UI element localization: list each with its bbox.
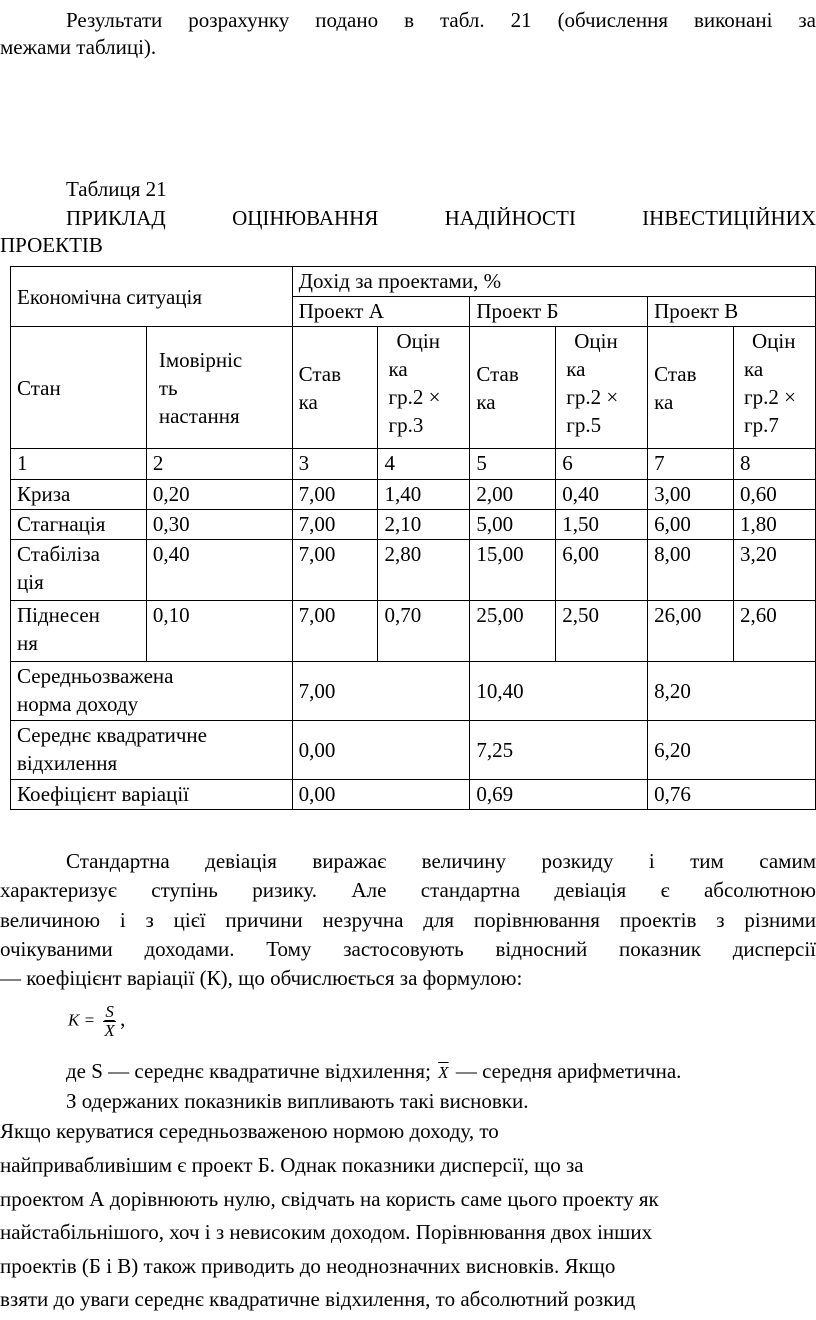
table-row (11, 510, 816, 540)
variation-formula (68, 1003, 125, 1040)
col-est-a-l3: гр.2 × (388, 385, 441, 409)
col-number: 3 (292, 449, 378, 480)
table-cell: 3,20 (734, 540, 816, 601)
summary-label-l2: норма доходу (17, 692, 139, 716)
table-cell: 0,10 (146, 601, 292, 662)
table-cell: 2,00 (470, 480, 556, 510)
col-est-a-l1: Оцін (396, 329, 440, 353)
row-state (11, 540, 147, 601)
paragraph2-line-5: проектів (Б і В) також приводить до неоднозначних висновків. Якщо (0, 1254, 616, 1278)
col-number: 1 (11, 449, 147, 480)
formula-denominator: X (104, 1021, 115, 1040)
col-state: Стан (11, 327, 147, 449)
col-est-b-l2: ка (566, 357, 586, 381)
head-project-a: Проект А (292, 297, 470, 327)
row-state: Стагнація (11, 510, 147, 540)
col-est-b-l4: гр.5 (566, 413, 602, 437)
summary-label-l1: Середньозважена (17, 664, 174, 688)
paragraph1-line-2: характеризує ступінь ризику. Але стандартна девіація є абсолютною (0, 878, 816, 902)
row-state-l2: ція (17, 570, 44, 594)
col-number: 8 (734, 449, 816, 480)
paragraph2-line-4: найстабільнішого, хоч і з невисоким доходом. Порівнювання двох інших (0, 1220, 653, 1244)
summary-value: 7,00 (292, 662, 470, 721)
table-title-line-2: ПРОЕКТІВ (0, 233, 103, 257)
table-cell: 2,60 (734, 601, 816, 662)
col-est-a-l2: ка (388, 357, 408, 381)
col-number: 2 (146, 449, 292, 480)
intro-line-1: Результати розрахунку подано в табл. 21 (обчислення виконані за (66, 8, 816, 32)
table-cell: 2,80 (378, 540, 470, 601)
table-cell: 0,60 (734, 480, 816, 510)
col-est-c-l3: гр.2 × (744, 385, 796, 409)
table-cell: 7,00 (292, 540, 378, 601)
table-cell: 1,40 (378, 480, 470, 510)
col-prob-l2: ть (158, 375, 178, 400)
formula-comma: , (120, 1006, 126, 1031)
head-situation: Економічна ситуація (11, 267, 293, 327)
where-part-1: де S — середнє квадратичне відхилення; (66, 1059, 431, 1083)
where-line (66, 1058, 816, 1086)
table-row (11, 480, 816, 510)
paragraph2-line-2: найпривабливішим є проект Б. Однак показники дисперсії, що за (0, 1153, 584, 1177)
col-est-c-l2: ка (744, 357, 764, 381)
paragraph1-line-3: величиною і з цієї причини незручна для порівнювання проектів з різними (0, 908, 816, 932)
summary-value: 8,20 (648, 662, 816, 721)
col-est-b-l3: гр.2 × (566, 385, 619, 409)
col-est-c-l1: Оцін (752, 329, 796, 353)
col-est-c-l4: гр.7 (744, 413, 779, 437)
col-rate-a-l1: Став (298, 361, 342, 386)
table-cell: 7,00 (292, 601, 378, 662)
summary-value: 0,69 (470, 780, 648, 810)
table-title-line-1: ПРИКЛАД ОЦІНЮВАННЯ НАДІЙНОСТІ ІНВЕСТИЦІЙНИХ (66, 206, 816, 230)
head-project-b: Проект Б (470, 297, 648, 327)
table-cell: 0,70 (378, 601, 470, 662)
summary-row (11, 721, 816, 780)
table-cell: 6,00 (556, 540, 648, 601)
table-subheader-row (11, 327, 816, 449)
col-rate-b-l1: Став (476, 361, 519, 386)
col-prob-l1: Імовірніс (158, 347, 243, 372)
head-income: Дохід за проектами, % (292, 267, 815, 297)
summary-value: 6,20 (648, 721, 816, 780)
col-rate-c (648, 327, 734, 449)
table-cell: 25,00 (470, 601, 556, 662)
col-rate-c-l2: ка (654, 389, 674, 414)
summary-row (11, 662, 816, 721)
col-est-b-l1: Оцін (574, 329, 618, 353)
summary-row (11, 780, 816, 810)
table-cell: 0,40 (146, 540, 292, 601)
paragraph1-line-1: Стандартна девіація виражає величину розкиду і тим самим (66, 849, 816, 873)
column-number-row (11, 449, 816, 480)
summary-label-l2: відхилення (17, 751, 118, 775)
paragraph1-line-4: очікуваними доходами. Тому застосовують відносний показник дисперсії (0, 937, 816, 961)
col-est-b (556, 327, 648, 449)
where-part-2: — середня арифметична. (455, 1059, 682, 1083)
col-rate-c-l1: Став (654, 361, 697, 386)
table-cell: 2,10 (378, 510, 470, 540)
col-rate-a-l2: ка (298, 389, 318, 414)
formula-fraction (103, 1003, 116, 1040)
row-state (11, 601, 147, 662)
summary-value: 0,00 (292, 780, 470, 810)
col-number: 6 (556, 449, 648, 480)
table-cell: 6,00 (648, 510, 734, 540)
summary-value: 0,76 (648, 780, 816, 810)
summary-label-l1: Середнє квадратичне (17, 723, 207, 747)
table-cell: 5,00 (470, 510, 556, 540)
summary-label: Коефіцієнт варіації (11, 780, 293, 810)
summary-value: 7,25 (470, 721, 648, 780)
head-project-c: Проект В (648, 297, 816, 327)
table-cell: 7,00 (292, 510, 378, 540)
conclusions-intro: З одержаних показників випливають такі висновки. (66, 1089, 529, 1113)
table-cell: 7,00 (292, 480, 378, 510)
row-state: Криза (11, 480, 147, 510)
table-number: Таблиця 21 (66, 177, 167, 201)
col-number: 4 (378, 449, 470, 480)
col-rate-a (292, 327, 378, 449)
table-cell: 3,00 (648, 480, 734, 510)
summary-value: 10,40 (470, 662, 648, 721)
paragraph2-line-1: Якщо керуватися середньозваженою нормою доходу, то (0, 1119, 499, 1143)
formula-numerator: S (105, 1002, 114, 1021)
col-rate-b-l2: ка (476, 389, 496, 414)
table-cell: 1,50 (556, 510, 648, 540)
table-cell: 0,40 (556, 480, 648, 510)
table-row (11, 540, 816, 601)
col-number: 5 (470, 449, 556, 480)
table-cell: 0,20 (146, 480, 292, 510)
table-cell: 2,50 (556, 601, 648, 662)
col-rate-b (470, 327, 556, 449)
table-cell: 1,80 (734, 510, 816, 540)
col-probability (146, 327, 292, 449)
col-est-c (734, 327, 816, 449)
table-cell: 8,00 (648, 540, 734, 601)
col-est-a-l4: гр.3 (388, 413, 424, 437)
paragraph2-line-6: взяти до уваги середнє квадратичне відхилення, то абсолютний розкид (0, 1287, 636, 1311)
table-row (11, 601, 816, 662)
paragraph1-line-5: — коефіцієнт варіації (К), що обчислюється за формулою: (0, 966, 523, 990)
row-state-l1: Піднесен (17, 603, 100, 627)
paragraph2-line-3: проектом А дорівнюють нулю, свідчать на користь саме цього проекту як (0, 1187, 659, 1211)
mean-symbol: $\overline{X}$ (438, 1063, 449, 1082)
col-number: 7 (648, 449, 734, 480)
investment-table (10, 266, 816, 810)
table-cell: 15,00 (470, 540, 556, 601)
summary-value: 0,00 (292, 721, 470, 780)
row-state-l2: ня (17, 631, 38, 655)
table-cell: 26,00 (648, 601, 734, 662)
col-est-a (378, 327, 470, 449)
col-prob-l3: настання (158, 403, 240, 428)
summary-label (11, 721, 293, 780)
summary-label (11, 662, 293, 721)
intro-line-2: межами таблиці). (0, 35, 157, 59)
row-state-l1: Стабіліза (17, 542, 100, 566)
formula-lhs: K = (68, 1010, 96, 1030)
table-cell: 0,30 (146, 510, 292, 540)
